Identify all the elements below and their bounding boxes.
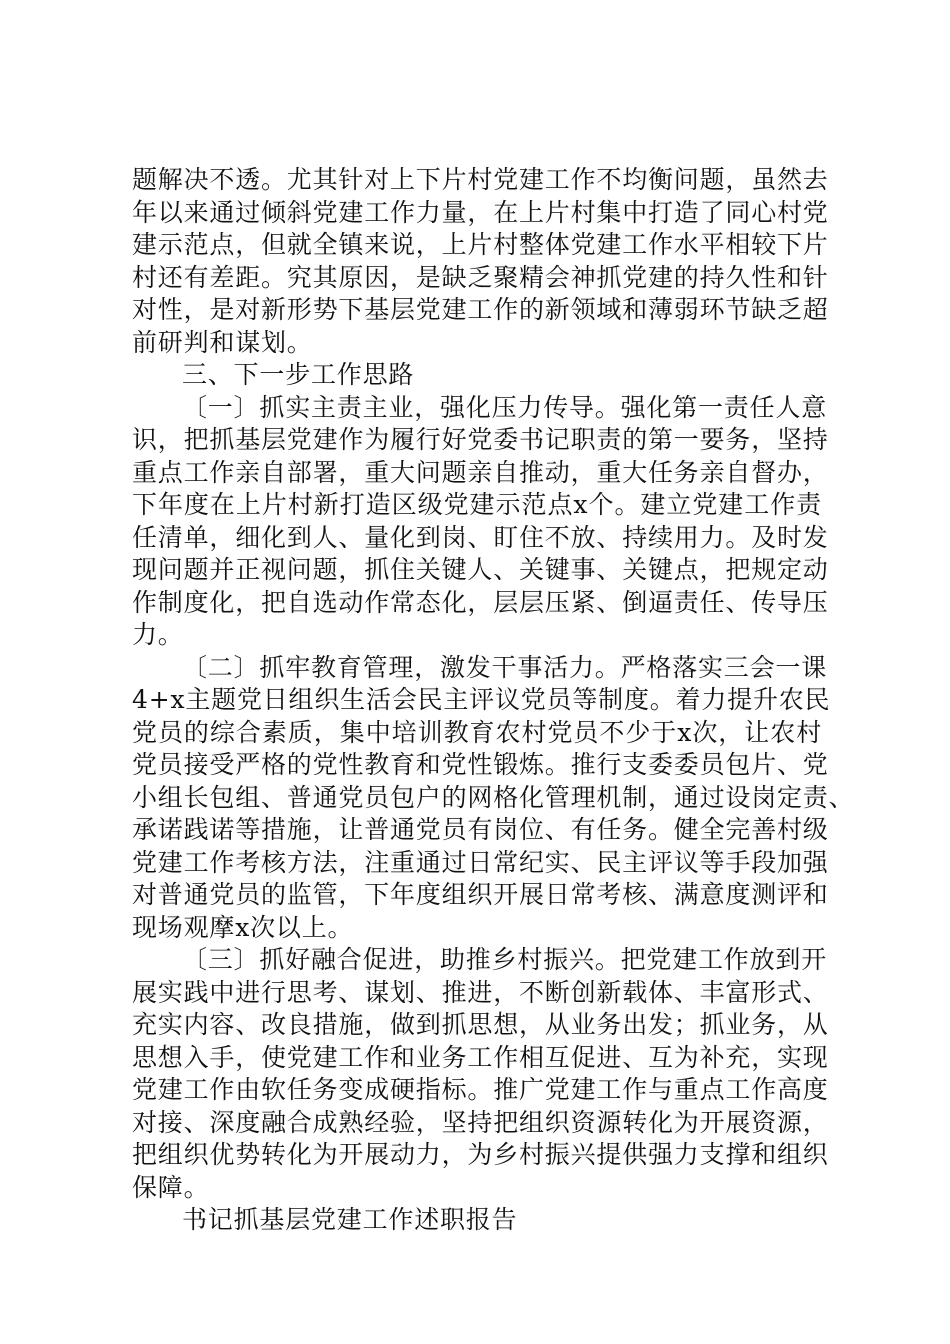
text-line: 现场观摩x次以上。: [132, 912, 354, 942]
paragraph-item-3: [132, 944, 829, 1204]
text-line: 充实内容、改良措施，做到抓思想，从业务出发；抓业务，从: [132, 1010, 829, 1039]
text-line: 作制度化，把自选动作常态化，层层压紧、倒逼责任、传导压: [132, 587, 829, 617]
text-line: 4+x主题党日组织生活会民主评议党员等制度。着力提升农民: [132, 685, 831, 714]
text-line: 承诺践诺等措施，让普通党员有岗位、有任务。健全完善村级: [132, 815, 829, 844]
text-line: 题解决不透。尤其针对上下片村党建工作不均衡问题，虽然去: [132, 165, 829, 194]
text-line: 建示范点，但就全镇来说，上片村整体党建工作水平相较下片: [132, 230, 829, 259]
text-line: 党建工作考核方法，注重通过日常纪实、民主评议等手段加强: [132, 847, 829, 877]
text-line: 前研判和谋划。: [132, 327, 313, 357]
document-title: [132, 1204, 822, 1237]
text-line: 小组长包组、普通党员包户的网格化管理机制，通过设岗定责、: [132, 782, 855, 812]
section-heading: [132, 359, 822, 392]
text-line: 重点工作亲自部署，重大问题亲自推动，重大任务亲自督办，: [132, 457, 829, 487]
title-text: 书记抓基层党建工作述职报告: [182, 1205, 518, 1234]
text-line: 识，把抓基层党建作为履行好党委书记职责的第一要务，坚持: [132, 425, 829, 454]
text-line: 力。: [132, 620, 184, 649]
text-line: 对普通党员的监管，下年度组织开展日常考核、满意度测评和: [132, 880, 829, 909]
text-line: 年以来通过倾斜党建工作力量，在上片村集中打造了同心村党: [132, 197, 829, 227]
text-line: 村还有差距。究其原因，是缺乏聚精会神抓党建的持久性和针: [132, 262, 829, 292]
text-line: 展实践中进行思考、谋划、推进，不断创新载体、丰富形式、: [132, 977, 829, 1007]
paragraph-item-1: [132, 392, 829, 652]
text-line: 任清单，细化到人、量化到岗、盯住不放、持续用力。及时发: [132, 522, 829, 552]
text-line: 下年度在上片村新打造区级党建示范点x个。建立党建工作责: [132, 490, 822, 519]
text-line: 对接、深度融合成熟经验，坚持把组织资源转化为开展资源，: [132, 1107, 829, 1137]
paragraph-item-2: [132, 652, 855, 945]
text-line: 党员接受严格的党性教育和党性锻炼。推行支委委员包片、党: [132, 750, 829, 779]
text-line: 现问题并正视问题，抓住关键人、关键事、关键点，把规定动: [132, 555, 829, 584]
text-line: 〔三〕抓好融合促进，助推乡村振兴。把党建工作放到开: [182, 945, 828, 974]
heading-text: 三、下一步工作思路: [182, 360, 415, 389]
text-line: 〔一〕抓实主责主业，强化压力传导。强化第一责任人意: [182, 392, 828, 422]
text-line: 对性，是对新形势下基层党建工作的新领域和薄弱环节缺乏超: [132, 295, 829, 324]
text-line: 把组织优势转化为开展动力，为乡村振兴提供强力支撑和组织: [132, 1140, 829, 1169]
text-line: 党建工作由软任务变成硬指标。推广党建工作与重点工作高度: [132, 1075, 829, 1104]
text-line: 思想入手，使党建工作和业务工作相互促进、互为补充，实现: [132, 1042, 829, 1072]
paragraph-continuation: [132, 164, 829, 359]
text-line: 党员的综合素质，集中培训教育农村党员不少于x次，让农村: [132, 717, 822, 747]
text-line: 〔二〕抓牢教育管理，激发干事活力。严格落实三会一课: [182, 652, 828, 682]
document-body: [132, 164, 855, 1237]
text-line: 保障。: [132, 1172, 210, 1202]
